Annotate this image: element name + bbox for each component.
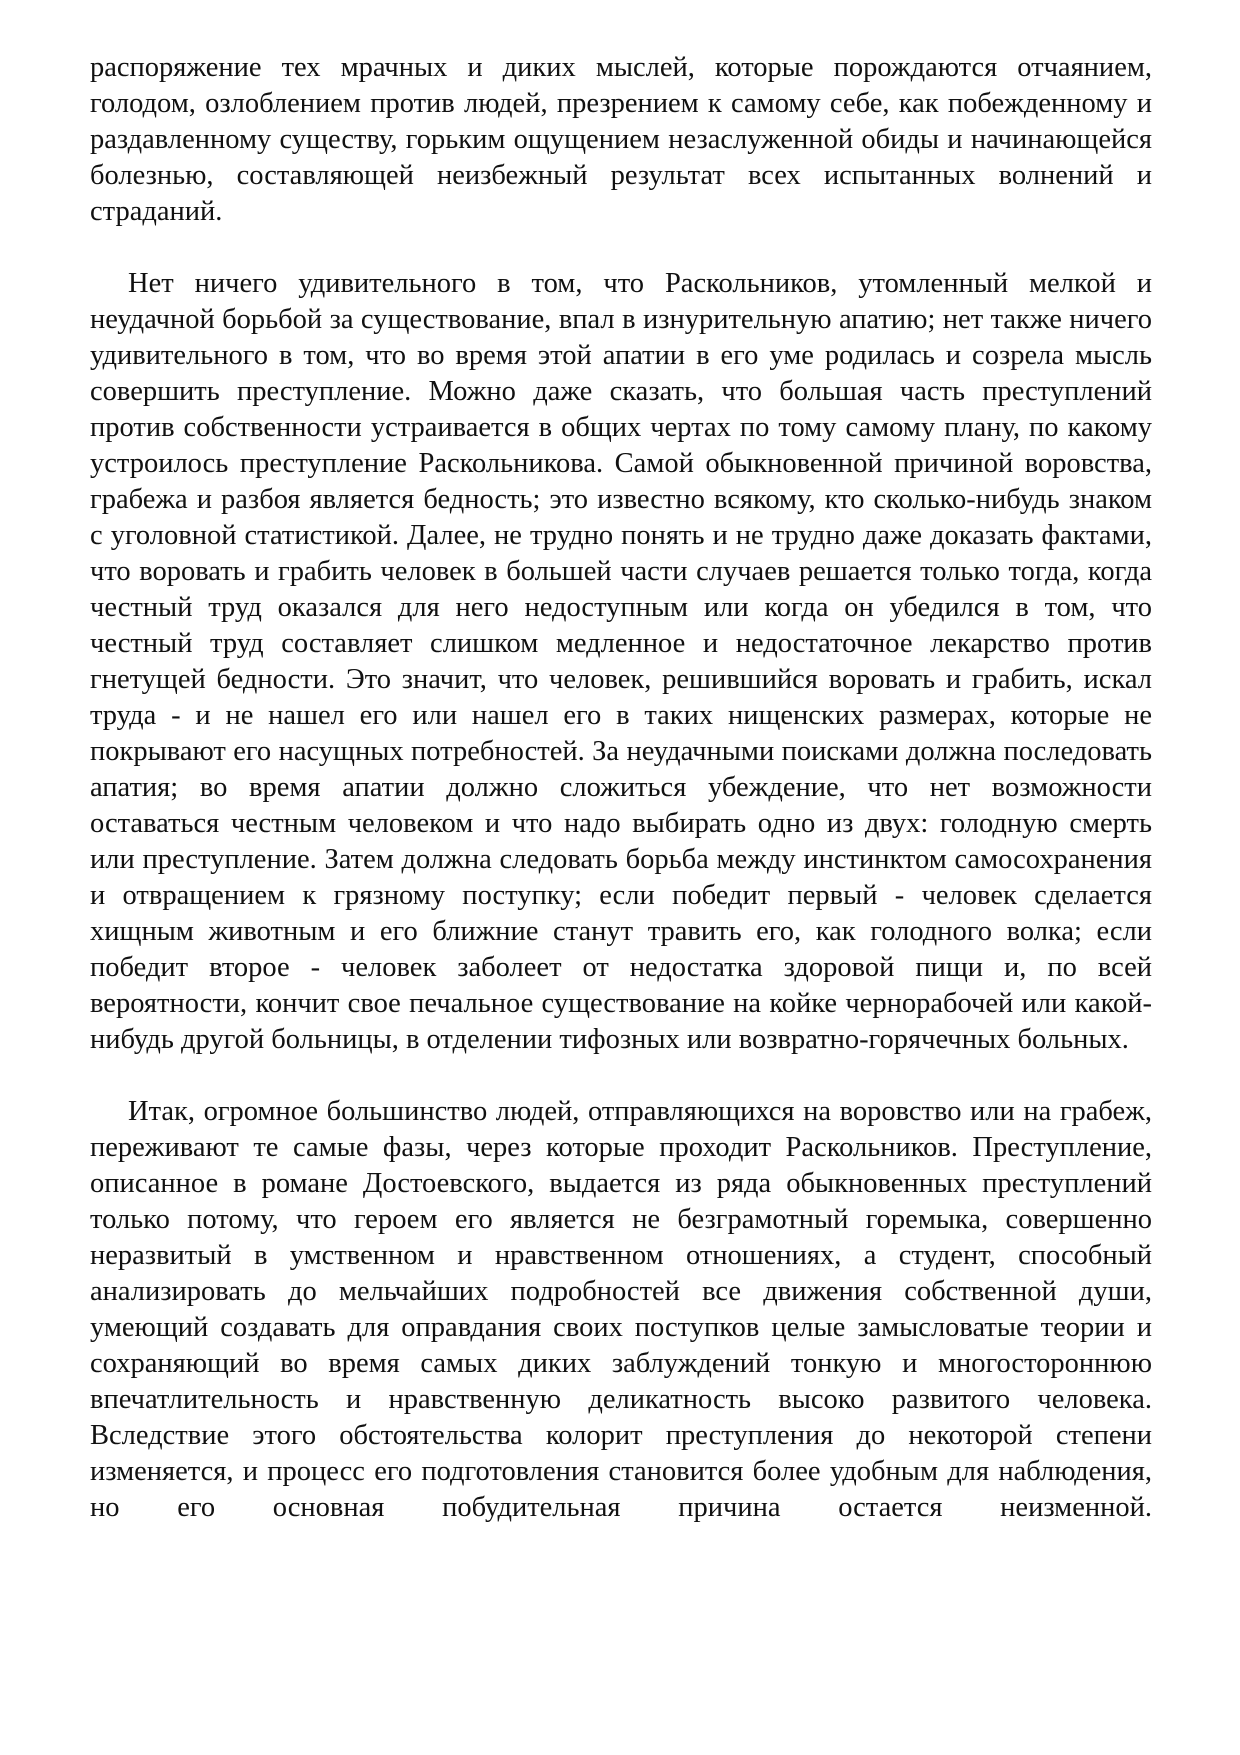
paragraph-continuation: распоряжение тех мрачных и диких мыслей, которые порождаются отчаянием, голодом, озлоблением против людей, презрением к самому себе, как побежденному и раздавленному существу, горьким ощущением незаслуженной обиды и начинающейся болезнью, составляющей неизбежный результат всех испытанных волнений и страданий. [90,52,1152,227]
paragraph-gap [90,230,1152,266]
paragraph-gap [90,1058,1152,1094]
paragraph-raskolnikov-apathy: Нет ничего удивительного в том, что Раскольников, утомленный мелкой и неудачной борьбой за существование, впал в изнурительную апатию; нет также ничего удивительного в том, что во время этой апатии в его уме родилась и созрела мысль совершить преступление. Можно даже сказать, что большая часть преступлений против собственности устраивается в общих чертах по тому самому плану, по какому устроилось преступление Раскольникова. Самой обыкновенной причиной воровства, грабежа и разбоя является бедность; это известно всякому, кто сколько-нибудь знаком с уголовной статистикой. Далее, не трудно понять и не трудно даже доказать фактами, что воровать и грабить человек в большей части случаев решается только тогда, когда честный труд оказался для него недоступным или когда он убедился в том, что честный труд составляет слишком медленное и недостаточное лекарство против гнетущей бедности. Это значит, что человек, решившийся воровать и грабить, искал труда - и не нашел его или нашел его в таких нищенских размерах, которые не покрывают его насущных потребностей. За неудачными поисками должна последовать апатия; во время апатии должно сложиться убеждение, что нет возможности оставаться честным человеком и что надо выбирать одно из двух: голодную смерть или преступление. Затем должна следовать борьба между инстинктом самосохранения и отвращением к грязному поступку; если победит первый - человек сделается хищным животным и его ближние станут травить его, как голодного волка; если победит второе - человек заболеет от недостатка здоровой пищи и, по всей вероятности, кончит свое печальное существование на койке чернорабочей или какой-нибудь другой больницы, в отделении тифозных или возвратно-горячечных больных. [90,268,1152,1055]
paragraph-majority-of-criminals: Итак, огромное большинство людей, отправляющихся на воровство или на грабеж, переживают те самые фазы, через которые проходит Раскольников. Преступление, описанное в романе Достоевского, выдается из ряда обыкновенных преступлений только потому, что героем его является не безграмотный горемыка, совершенно неразвитый в умственном и нравственном отношениях, а студент, способный анализировать до мельчайших подробностей все движения собственной души, умеющий создавать для оправдания своих поступков целые замысловатые теории и сохраняющий во время самых диких заблуждений тонкую и многостороннюю впечатлительность и нравственную деликатность высоко развитого человека. Вследствие этого обстоятельства колорит преступления до некоторой степени изменяется, и процесс его подготовления становится более удобным для наблюдения, но его основная побудительная причина остается неизменной. [90,1096,1152,1523]
document-page [90,50,1152,1526]
